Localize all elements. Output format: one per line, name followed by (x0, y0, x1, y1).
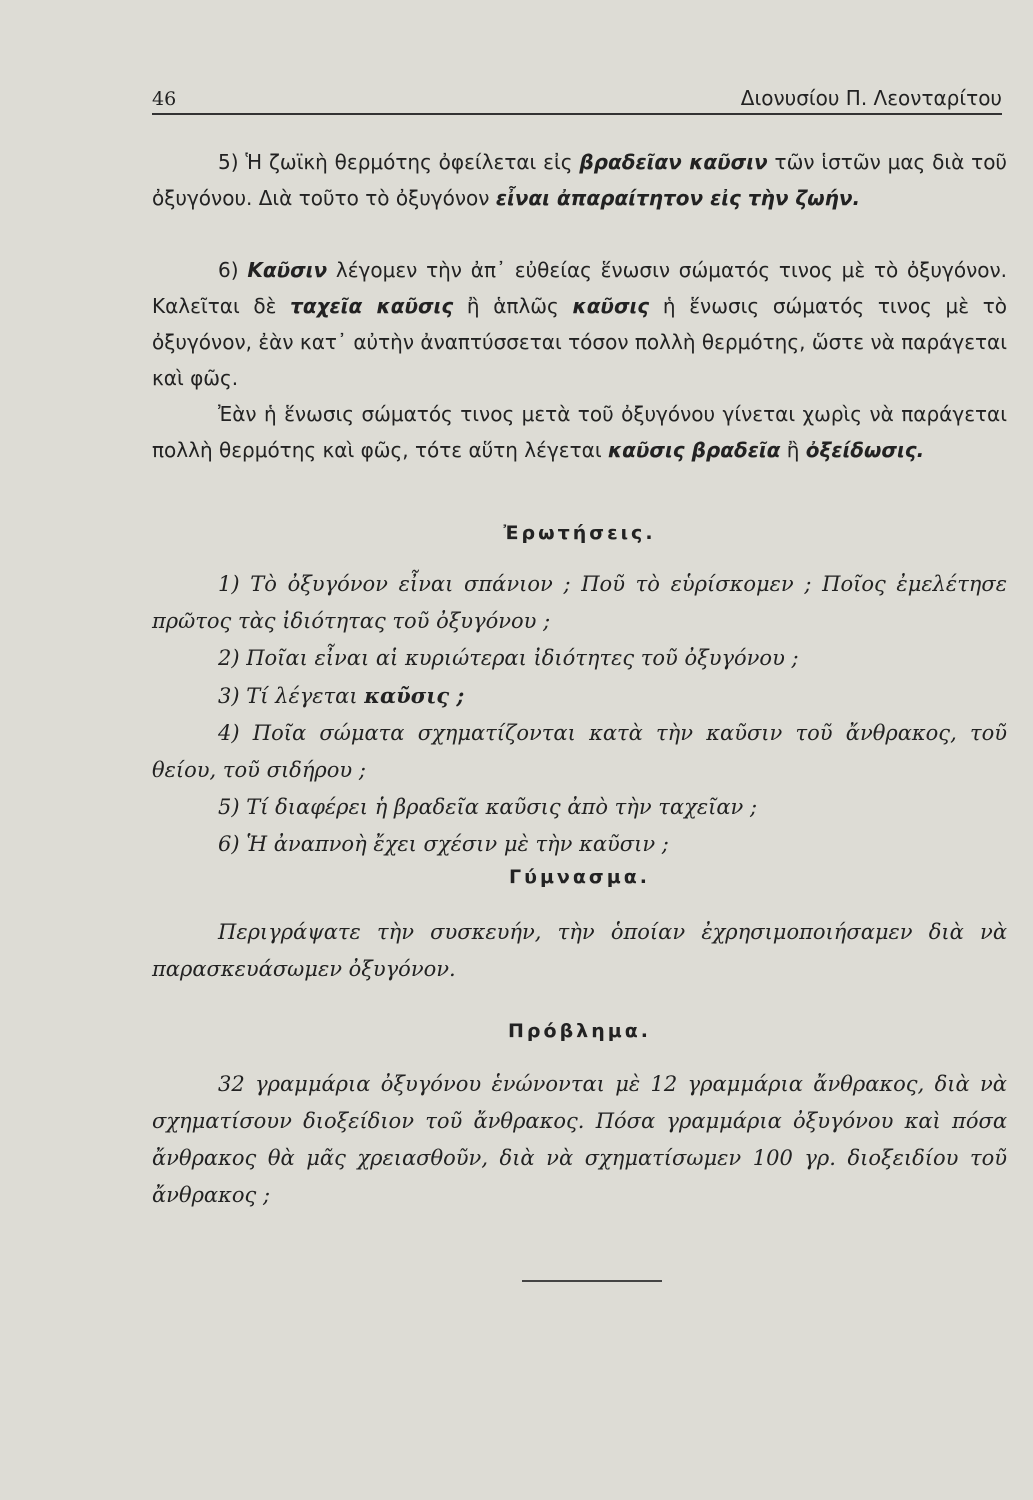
question-5: 5) Τί διαφέρει ἡ βραδεῖα καῦσις ἀπὸ τὴν ταχεῖαν ; (218, 795, 758, 819)
question-6: 6) Ἡ ἀναπνοὴ ἔχει σχέσιν μὲ τὴν καῦσιν ; (218, 832, 669, 856)
page-header (152, 80, 1002, 114)
questions-heading: Ἐρωτήσεις. (503, 522, 656, 544)
question-4: 4) Ποῖα σώματα σχηματίζονται κατὰ τὴν καῦσιν τοῦ ἄνθρακος, τοῦ θείου, τοῦ σιδήρου ; (152, 721, 1007, 782)
section-5-bold-2: εἶναι ἀπαραίτητον εἰς τὴν ζωήν. (495, 186, 861, 210)
section-5-text-1: Ἡ ζωϊκὴ θερμότης ὀφείλεται εἰς (245, 150, 573, 174)
section-5-bold-1: βραδεῖαν καῦσιν (579, 150, 768, 174)
running-head: Διονυσίου Π. Λεονταρίτου (740, 86, 1002, 110)
exercise-text (152, 914, 1007, 988)
header-rule (152, 113, 1002, 115)
end-rule (522, 1280, 662, 1282)
section-6-text-3: ἡ ἕνωσις σώματός τινος μὲ τὸ ὀξυγόνον, ἐὰν κατ᾽ αὐτὴν ἀναπτύσσεται τόσον πολλὴ θερμότης, ὥστε νὰ παράγεται καὶ φῶς. (152, 294, 1007, 390)
section-6-bold-5: ὀξείδωσις. (805, 438, 925, 462)
exercise-paragraph: Περιγράψατε τὴν συσκευήν, τὴν ὁποίαν ἐχρησιμοποιήσαμεν διὰ νὰ παρασκευάσωμεν ὀξυγόνον. (152, 920, 1007, 981)
section-6-bold-2: ταχεῖα καῦσις (290, 294, 454, 318)
question-1: 1) Τὸ ὀξυγόνον εἶναι σπάνιον ; Ποῦ τὸ εὑρίσκομεν ; Ποῖος ἐμελέτησε πρῶτος τὰς ἰδιότητας τοῦ ὀξυγόνου ; (152, 572, 1007, 633)
questions-list (152, 566, 1007, 863)
question-3-bold: καῦσις ; (364, 683, 465, 708)
section-6-text-2: ἢ ἁπλῶς (466, 294, 559, 318)
section-6-bold-4: καῦσις βραδεῖα (607, 438, 781, 462)
section-5-number: 5) (218, 150, 239, 174)
paragraph-6 (152, 252, 1007, 468)
paragraph-5 (152, 144, 1007, 216)
section-6-bold-1: Καῦσιν (247, 258, 328, 282)
problem-text (152, 1066, 1007, 1214)
exercise-heading: Γύμνασμα. (509, 866, 650, 888)
section-6-text-1: λέγομεν τὴν ἀπ᾽ εὐθείας ἕνωσιν σώματός τινος μὲ τὸ ὀξυγόνον. Καλεῖται δὲ (152, 258, 1008, 318)
section-6-text-4: Ἐὰν ἡ ἕνωσις σώματός τινος μετὰ τοῦ ὀξυγόνου γίνεται χωρὶς νὰ παράγεται πολλὴ θερμότης καὶ φῶς, τότε αὕτη λέγεται (152, 402, 1007, 462)
section-5-text-2: τῶν ἱστῶν μας διὰ τοῦ ὀξυγόνου. Διὰ τοῦτο τὸ ὀξυγόνον (152, 150, 1007, 210)
page-number: 46 (152, 88, 177, 110)
problem-paragraph: 32 γραμμάρια ὀξυγόνου ἑνώνονται μὲ 12 γραμμάρια ἄνθρακος, διὰ νὰ σχηματίσουν διοξείδιον τοῦ ἄνθρακος. Πόσα γραμμάρια ὀξυγόνου καὶ πόσα ἄνθρακος θὰ μᾶς χρειασθοῦν, διὰ νὰ σχηματίσωμεν 100 γρ. διοξειδίου τοῦ ἄνθρακος ; (152, 1072, 1007, 1207)
question-3-text: 3) Τί λέγεται (218, 684, 358, 708)
section-6-bold-3: καῦσις (572, 294, 650, 318)
section-6-number: 6) (218, 258, 239, 282)
question-2: 2) Ποῖαι εἶναι αἱ κυριώτεραι ἰδιότητες τοῦ ὀξυγόνου ; (218, 646, 799, 670)
section-6-text-5: ἢ (786, 438, 800, 462)
question-3 (152, 677, 1007, 715)
problem-heading: Πρόβλημα. (508, 1020, 651, 1042)
